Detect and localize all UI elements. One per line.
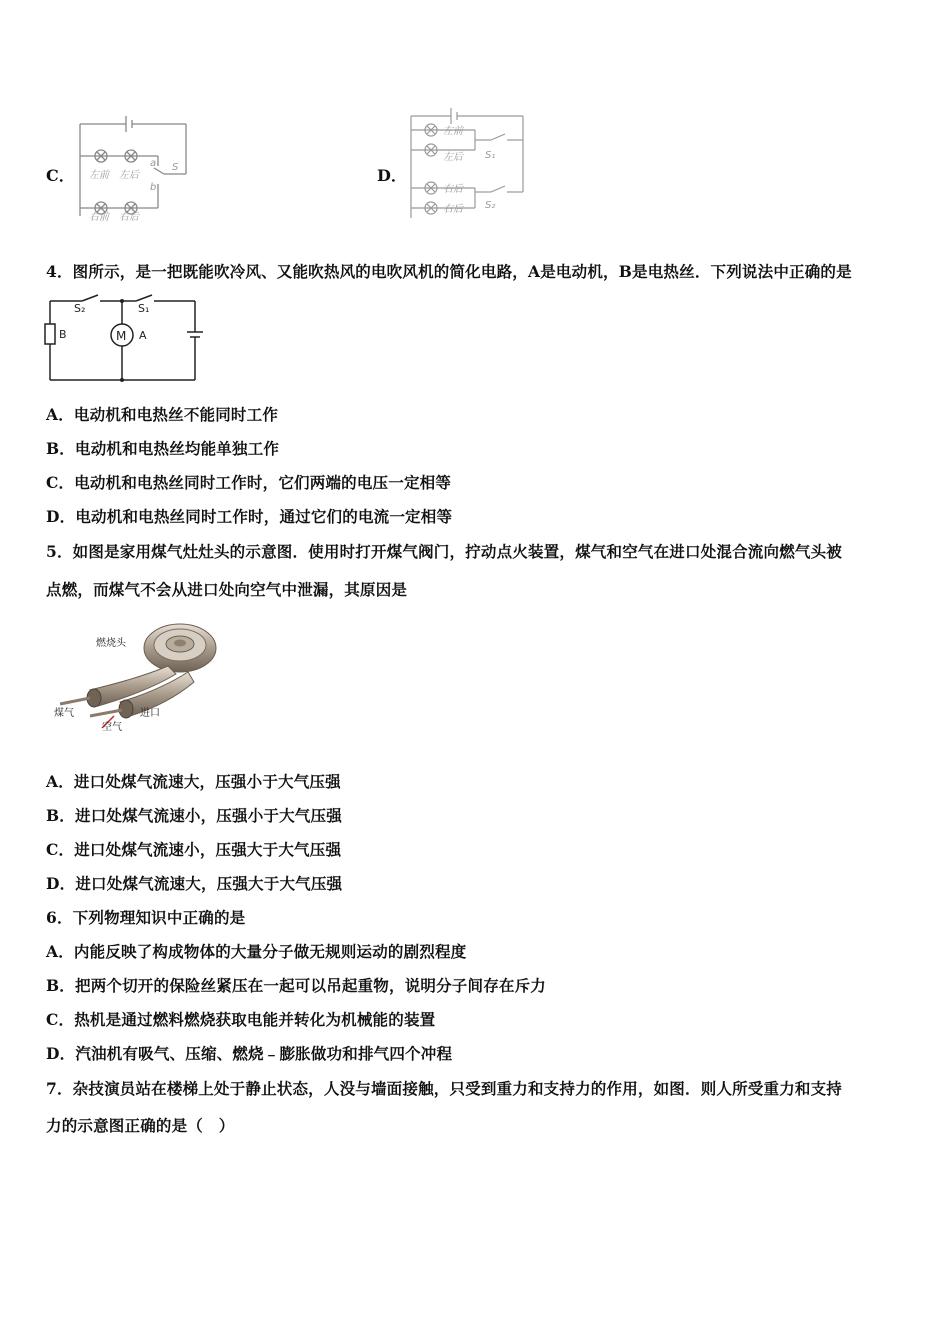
q5-option-c: C．进口处煤气流速小，压强大于大气压强 [46, 840, 342, 859]
q6-option-a: A．内能反映了构成物体的大量分子做无规则运动的剧烈程度 [46, 942, 467, 961]
q5-option-a: A．进口处煤气流速大，压强小于大气压强 [46, 772, 341, 791]
question-5-stem-line-1: 5．如图是家用煤气灶灶头的示意图．使用时打开煤气阀门，拧动点火装置，煤气和空气在进口处混合流向燃气头被 [46, 542, 842, 561]
q4-option-c: C．电动机和电热丝同时工作时，它们两端的电压一定相等 [46, 473, 452, 492]
q4-hair-dryer-circuit-diagram [40, 292, 210, 387]
c-lamp-label: 右后 [119, 212, 139, 223]
c-switch-label: S [172, 162, 179, 173]
q4-option-a: A．电动机和电热丝不能同时工作 [46, 405, 279, 424]
q4-s1-label: S₁ [138, 302, 150, 315]
option-d-label: D． [377, 166, 407, 185]
c-lamp-label: 左前 [89, 170, 109, 181]
q5-option-d: D．进口处煤气流速大，压强大于大气压强 [46, 874, 343, 893]
q4-s2-label: S₂ [74, 302, 86, 315]
q5-burner-head-label: 燃烧头 [96, 638, 126, 649]
d-lamp-label: 右后 [443, 204, 463, 215]
c-lamp-label: 右前 [89, 212, 109, 223]
question-7-stem-line-2: 力的示意图正确的是（ ） [46, 1116, 235, 1135]
d-switch-s1-label: S₁ [485, 150, 496, 161]
q5-gas-burner-figure [50, 612, 225, 740]
question-4-stem: 4．图所示，是一把既能吹冷风、又能吹热风的电吹风机的简化电路，A是电动机，B是电热丝．下列说法中正确的是 [46, 262, 852, 281]
c-terminal-a: a [150, 158, 157, 169]
question-7-stem-line-1: 7．杂技演员站在楼梯上处于静止状态，人没与墙面接触，只受到重力和支持力的作用，如图．则人所受重力和支持 [46, 1079, 842, 1098]
q5-option-b: B．进口处煤气流速小，压强小于大气压强 [46, 806, 342, 825]
d-lamp-label: 右后 [443, 184, 463, 195]
q6-option-d: D．汽油机有吸气、压缩、燃烧﹣膨胀做功和排气四个冲程 [46, 1044, 453, 1063]
d-lamp-label: 左后 [443, 152, 463, 163]
question-5-stem-line-2: 点燃，而煤气不会从进口处向空气中泄漏，其原因是 [46, 580, 408, 599]
d-lamp-label: 左前 [443, 126, 463, 137]
c-terminal-b: b [150, 182, 157, 193]
d-switch-s2-label: S₂ [485, 200, 496, 211]
q4-option-b: B．电动机和电热丝均能单独工作 [46, 439, 280, 458]
c-lamp-label: 左后 [119, 170, 139, 181]
q5-inlet-label: 进口 [140, 708, 160, 719]
q4-motor-symbol: M [116, 329, 127, 343]
q6-option-b: B．把两个切开的保险丝紧压在一起可以吊起重物，说明分子间存在斥力 [46, 976, 547, 995]
q5-air-label: 空气 [102, 722, 122, 733]
option-d-circuit-diagram [405, 100, 530, 225]
question-6-stem: 6．下列物理知识中正确的是 [46, 908, 246, 927]
q4-a-label: A [139, 329, 147, 342]
q6-option-c: C．热机是通过燃料燃烧获取电能并转化为机械能的装置 [46, 1010, 436, 1029]
q4-option-d: D．电动机和电热丝同时工作时，通过它们的电流一定相等 [46, 507, 453, 526]
q4-b-label: B [59, 328, 67, 341]
q5-gas-label: 煤气 [54, 708, 74, 719]
option-c-label: C． [46, 166, 75, 185]
option-c-circuit-diagram [74, 108, 194, 223]
